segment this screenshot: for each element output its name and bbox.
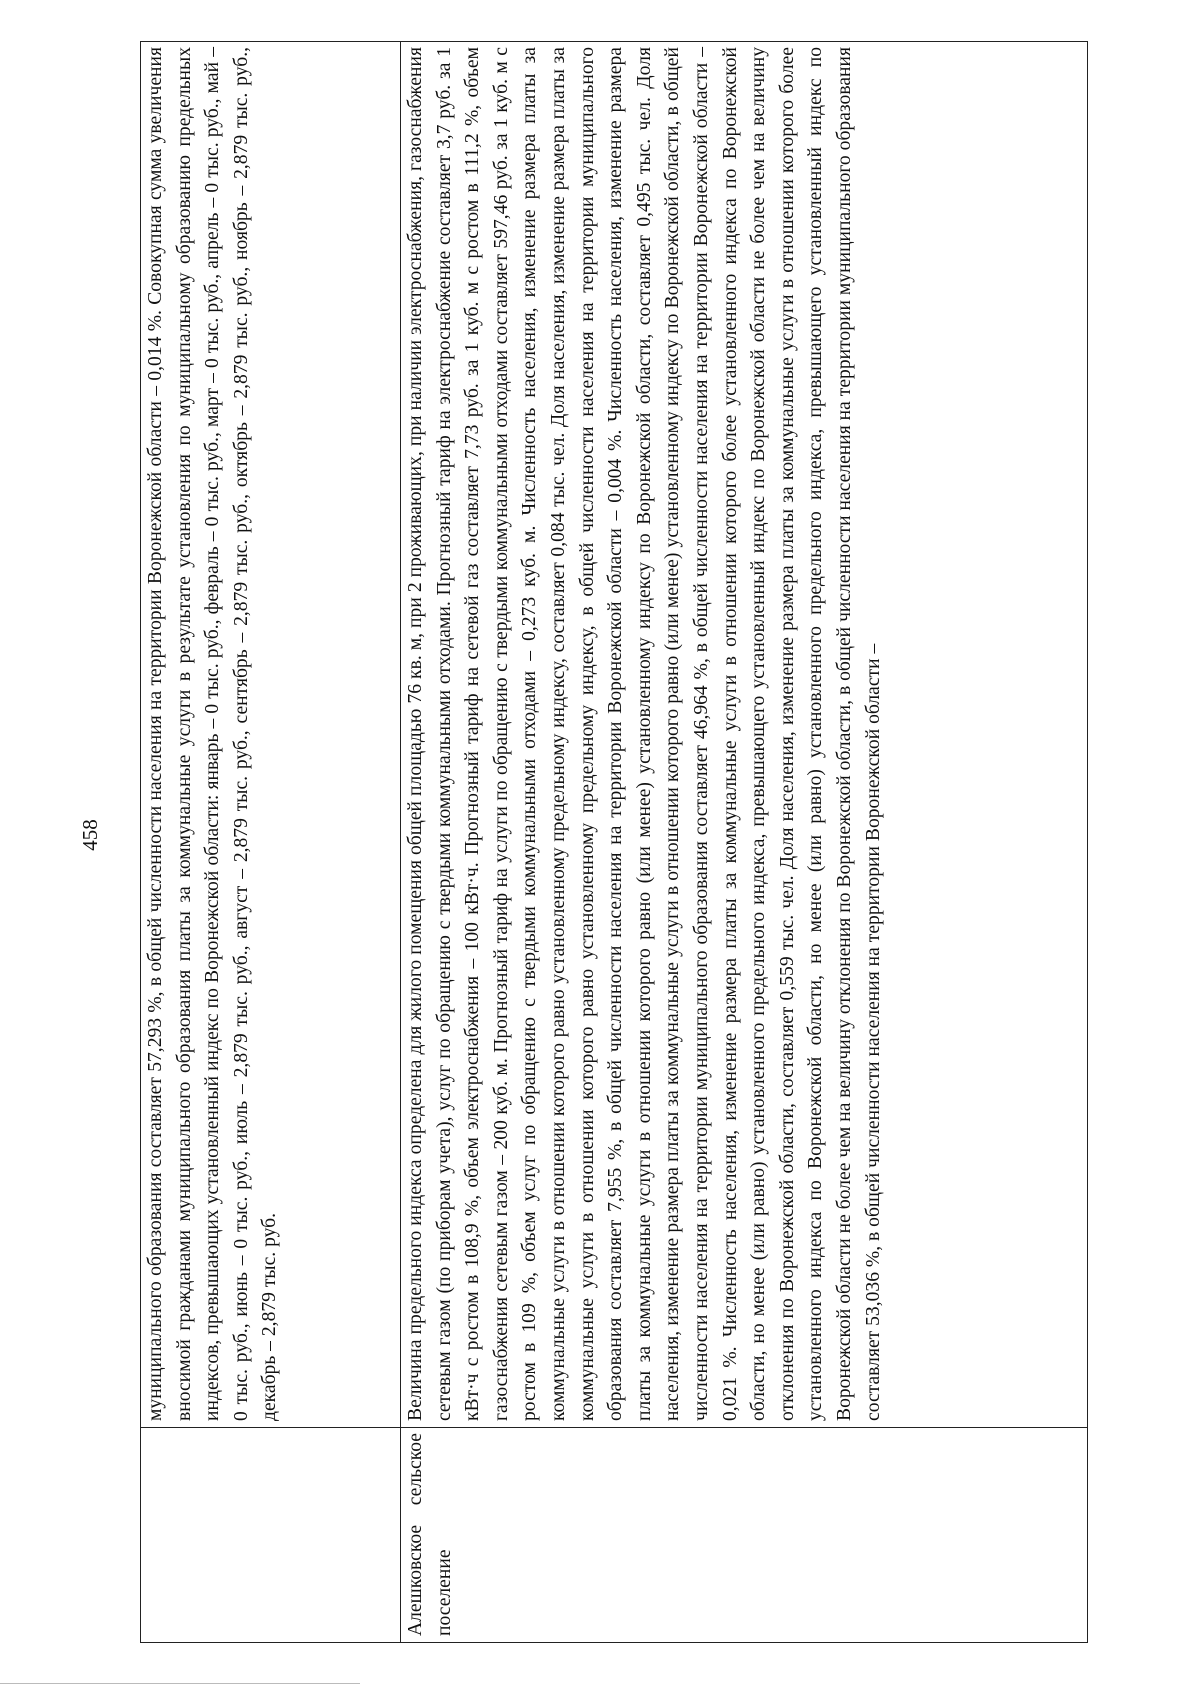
page-number: 458 [78,819,102,851]
rotated-table-container [140,41,1088,1643]
description-cell: муниципального образования составляет 57,293 %, в общей численности населения на территории Воронежской области – 0,014 %. Совокупная сумма увеличения вносимой гражданами муниципального образования платы за коммунальные услуги в результате установления по муниципальному образованию предельных индексов, превышающих установленный индекс по Воронежской области: январь – 0 тыс. руб., февраль – 0 тыс. руб., март – 0 тыс. руб., апрель – 0 тыс. руб., май – 0 тыс. руб., июнь – 0 тыс. руб., июль – 2,879 тыс. руб., август – 2,879 тыс. руб., сентябрь – 2,879 тыс. руб., октябрь – 2,879 тыс. руб., ноябрь – 2,879 тыс. руб., декабрь – 2,879 тыс. руб. [141,42,401,1428]
description-cell: Величина предельного индекса определена для жилого помещения общей площадью 76 кв. м, при 2 проживающих, при наличии электроснабжения, газоснабжения сетевым газом (по приборам учета), услуг по обращению с твердыми коммунальными отходами. Прогнозный тариф на электроснабжение составляет 3,7 руб. за 1 кВт·ч с ростом в 108,9 %, объем электроснабжения – 100 кВт·ч. Прогнозный тариф на сетевой газ составляет 7,73 руб. за 1 куб. м с ростом в 111,2 %, объем газоснабжения сетевым газом – 200 куб. м. Прогнозный тариф на услуги по обращению с твердыми коммунальными отходами составляет 597,46 руб. за 1 куб. м с ростом в 109 %, объем услуг по обращению с твердыми коммунальными отходами – 0,273 куб. м. Численность населения, изменение размера платы за коммунальные услуги в отношении которого равно установленному предельному индексу, составляет 0,084 тыс. чел. Доля населения, изменение размера платы за коммунальные услуги в отношении которого равно установленному предельному индексу, в общей численности населения на территории муниципального образования составляет 7,955 %, в общей численности населения на территории Воронежской области – 0,004 %. Численность населения, изменение размера платы за коммунальные услуги в отношении которого равно (или менее) установленному индексу по Воронежской области, составляет 0,495 тыс. чел. Доля населения, изменение размера платы за коммунальные услуги в отношении которого равно (или менее) установленному индексу по Воронежской области, в общей численности населения на территории муниципального образования составляет 46,964 %, в общей численности населения на территории Воронежской области – 0,021 %. Численность населения, изменение размера платы за коммунальные услуги в отношении которого более установленного индекса по Воронежской области, но менее (или равно) установленного предельного индекса, превышающего установленный индекс по Воронежской области не более чем на величину отклонения по Воронежской области, составляет 0,559 тыс. чел. Доля населения, изменение размера платы за коммунальные услуги в отношении которого более установленного индекса по Воронежской области, но менее (или равно) установленного предельного индекса, превышающего установленный индекс по Воронежской области не более чем на величину отклонения по Воронежской области, в общей численности населения на территории муниципального образования составляет 53,036 %, в общей численности населения на территории Воронежской области – [401,42,1088,1428]
table-row [141,42,401,1643]
municipality-name-cell [141,1428,401,1643]
table-row [401,42,1088,1643]
municipality-name-cell: Алешковское сельское поселение [401,1428,1088,1643]
data-table [140,41,1088,1643]
scan-artifact-line [0,1683,360,1684]
